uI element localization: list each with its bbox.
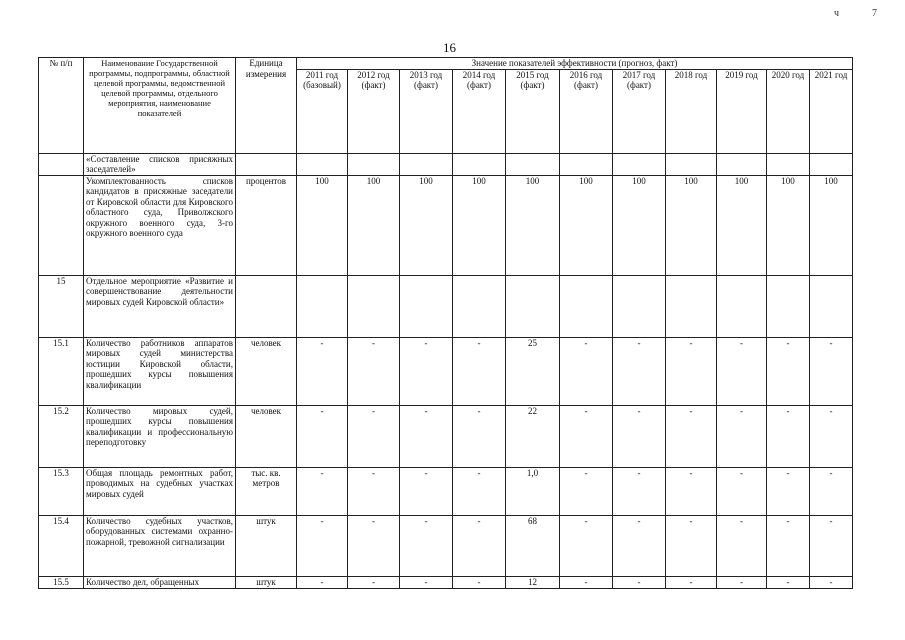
row-value: - bbox=[560, 576, 613, 588]
row-value: - bbox=[348, 576, 400, 588]
row-value: - bbox=[717, 405, 767, 467]
row-value bbox=[560, 275, 613, 337]
row-unit: человек bbox=[236, 405, 297, 467]
row-value: 100 bbox=[717, 175, 767, 275]
row-num bbox=[39, 175, 84, 275]
header-year: 2017 год (факт) bbox=[613, 69, 666, 153]
row-value: - bbox=[400, 405, 453, 467]
row-value: - bbox=[810, 467, 853, 515]
header-name: Наименование Государственной программы, подпрограммы, областной целевой программы, ведомственной целевой программы, отдельного мероприятия, наименование показателей bbox=[84, 58, 236, 154]
corner-mark: 7 bbox=[872, 8, 877, 19]
table-row bbox=[39, 515, 853, 576]
row-value: - bbox=[400, 337, 453, 405]
row-value bbox=[400, 275, 453, 337]
row-value bbox=[506, 275, 560, 337]
row-value: - bbox=[453, 405, 506, 467]
row-name: Количество работников аппаратов мировых судей министерства юстиции Кировской области, прошедших курсы повышения квалификации bbox=[84, 337, 236, 405]
row-name: Отдельное мероприятие «Развитие и совершенствование деятельности мировых судей Кировской области» bbox=[84, 275, 236, 337]
row-name: Общая площадь ремонтных работ, проводимых на судебных участках мировых судей bbox=[84, 467, 236, 515]
row-value: 100 bbox=[560, 175, 613, 275]
header-year: 2018 год bbox=[666, 69, 717, 153]
table-row bbox=[39, 175, 853, 275]
row-value bbox=[717, 153, 767, 175]
row-name: «Составление списков присяжных заседателей» bbox=[84, 153, 236, 175]
row-value: - bbox=[400, 467, 453, 515]
row-value: 100 bbox=[810, 175, 853, 275]
row-value: 100 bbox=[400, 175, 453, 275]
row-value: - bbox=[348, 515, 400, 576]
row-value: - bbox=[560, 405, 613, 467]
row-num: 15.1 bbox=[39, 337, 84, 405]
row-value: - bbox=[400, 576, 453, 588]
row-value bbox=[506, 153, 560, 175]
header-year: 2021 год bbox=[810, 69, 853, 153]
row-value bbox=[297, 275, 348, 337]
table-row bbox=[39, 467, 853, 515]
row-value: 22 bbox=[506, 405, 560, 467]
row-value bbox=[453, 153, 506, 175]
row-value bbox=[810, 153, 853, 175]
row-value: - bbox=[613, 405, 666, 467]
row-value: - bbox=[666, 467, 717, 515]
table-row bbox=[39, 275, 853, 337]
table-row bbox=[39, 405, 853, 467]
row-value: 68 bbox=[506, 515, 560, 576]
row-value: 12 bbox=[506, 576, 560, 588]
row-value bbox=[613, 153, 666, 175]
row-value: - bbox=[348, 467, 400, 515]
row-unit bbox=[236, 275, 297, 337]
row-value: - bbox=[666, 576, 717, 588]
header-year: 2011 год (базовый) bbox=[297, 69, 348, 153]
row-value: - bbox=[613, 515, 666, 576]
row-value bbox=[453, 275, 506, 337]
row-value: - bbox=[613, 337, 666, 405]
row-value bbox=[297, 153, 348, 175]
row-num: 15 bbox=[39, 275, 84, 337]
row-value: - bbox=[613, 576, 666, 588]
row-value: - bbox=[810, 515, 853, 576]
row-value: - bbox=[297, 337, 348, 405]
row-value bbox=[767, 153, 810, 175]
table-row bbox=[39, 576, 853, 588]
row-name: Количество судебных участков, оборудованных системами охранно-пожарной, тревожной сигнализации bbox=[84, 515, 236, 576]
row-value: - bbox=[453, 467, 506, 515]
table-row bbox=[39, 153, 853, 175]
row-value: - bbox=[297, 405, 348, 467]
row-value: - bbox=[810, 576, 853, 588]
row-value: - bbox=[348, 405, 400, 467]
row-value: 100 bbox=[767, 175, 810, 275]
row-value bbox=[717, 275, 767, 337]
header-num: № п/п bbox=[39, 58, 84, 154]
row-unit: штук bbox=[236, 515, 297, 576]
row-value bbox=[666, 153, 717, 175]
row-value: - bbox=[666, 337, 717, 405]
row-value: - bbox=[767, 576, 810, 588]
row-value: - bbox=[717, 337, 767, 405]
row-value bbox=[810, 275, 853, 337]
row-num bbox=[39, 153, 84, 175]
header-year: 2014 год (факт) bbox=[453, 69, 506, 153]
row-value: - bbox=[297, 576, 348, 588]
row-value: - bbox=[666, 515, 717, 576]
header-year: 2019 год bbox=[717, 69, 767, 153]
header-year: 2020 год bbox=[767, 69, 810, 153]
row-value: 100 bbox=[348, 175, 400, 275]
row-value: - bbox=[297, 467, 348, 515]
row-num: 15.3 bbox=[39, 467, 84, 515]
row-value: - bbox=[767, 405, 810, 467]
row-num: 15.2 bbox=[39, 405, 84, 467]
header-year: 2016 год (факт) bbox=[560, 69, 613, 153]
row-value: - bbox=[810, 337, 853, 405]
corner-mark: ч bbox=[834, 8, 840, 19]
row-name: Количество мировых судей, прошедших курсы повышения квалификации и профессиональную переподготовку bbox=[84, 405, 236, 467]
row-value: - bbox=[560, 467, 613, 515]
row-value: - bbox=[297, 515, 348, 576]
row-value: - bbox=[717, 515, 767, 576]
row-value bbox=[560, 153, 613, 175]
row-value: - bbox=[453, 337, 506, 405]
row-value: - bbox=[400, 515, 453, 576]
row-unit: тыс. кв. метров bbox=[236, 467, 297, 515]
row-unit: человек bbox=[236, 337, 297, 405]
row-value: - bbox=[348, 337, 400, 405]
row-value: - bbox=[767, 337, 810, 405]
row-value: - bbox=[767, 515, 810, 576]
row-value bbox=[613, 275, 666, 337]
row-value: 100 bbox=[453, 175, 506, 275]
header-values-group: Значение показателей эффективности (прогноз, факт) bbox=[297, 58, 853, 70]
row-value: - bbox=[613, 467, 666, 515]
row-name: Количество дел, обращенных bbox=[84, 576, 236, 588]
row-value: 1,0 bbox=[506, 467, 560, 515]
row-value: - bbox=[453, 576, 506, 588]
indicators-table bbox=[38, 57, 853, 589]
row-value: - bbox=[810, 405, 853, 467]
row-value: 100 bbox=[666, 175, 717, 275]
row-value bbox=[666, 275, 717, 337]
row-value: - bbox=[666, 405, 717, 467]
row-value: 25 bbox=[506, 337, 560, 405]
table-row bbox=[39, 337, 853, 405]
row-value: - bbox=[560, 337, 613, 405]
row-name: Укомплектованность списков кандидатов в присяжные заседатели от Кировской области для Кировского областного суда, Приволжского окружного военного суда, 3-го окружного военного суда bbox=[84, 175, 236, 275]
row-unit bbox=[236, 153, 297, 175]
row-num: 15.4 bbox=[39, 515, 84, 576]
row-value: - bbox=[717, 467, 767, 515]
row-num: 15.5 bbox=[39, 576, 84, 588]
row-value: 100 bbox=[613, 175, 666, 275]
row-value: - bbox=[453, 515, 506, 576]
header-unit: Единица измерения bbox=[236, 58, 297, 154]
header-year: 2015 год (факт) bbox=[506, 69, 560, 153]
row-value: - bbox=[560, 515, 613, 576]
row-unit: процентов bbox=[236, 175, 297, 275]
row-value bbox=[348, 275, 400, 337]
row-value bbox=[400, 153, 453, 175]
row-value: - bbox=[767, 467, 810, 515]
page-number: 16 bbox=[443, 40, 456, 55]
header-year: 2013 год (факт) bbox=[400, 69, 453, 153]
row-value bbox=[767, 275, 810, 337]
row-value: - bbox=[717, 576, 767, 588]
row-unit: штук bbox=[236, 576, 297, 588]
row-value: 100 bbox=[297, 175, 348, 275]
row-value: 100 bbox=[506, 175, 560, 275]
header-year: 2012 год (факт) bbox=[348, 69, 400, 153]
row-value bbox=[348, 153, 400, 175]
